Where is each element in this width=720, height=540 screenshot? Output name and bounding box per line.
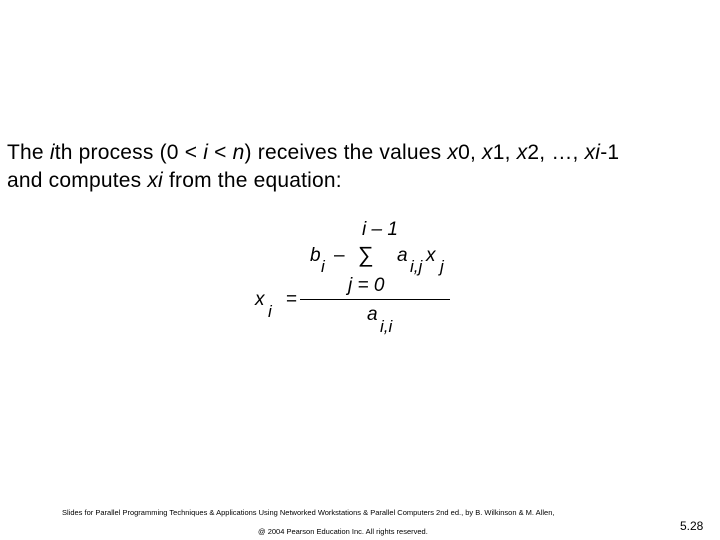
line2-run: xi <box>147 169 163 192</box>
footer-credit: Slides for Parallel Programming Techniques & Applications Using Networked Workstations & Parallel Computers 2nd ed., by B. Wilkinson & M. Allen, <box>62 508 555 517</box>
line1-run: ) receives the values <box>244 141 448 164</box>
sum-upper-limit: i – 1 <box>362 219 398 240</box>
line1-run: i <box>203 141 209 164</box>
sigma-symbol: ∑ <box>358 242 374 267</box>
denominator-a-subscript: i,i <box>380 317 393 336</box>
line1-run: th process (0 < <box>54 141 204 164</box>
line1-run: n <box>232 141 245 164</box>
line1-run: x <box>447 141 459 164</box>
numerator-x-subscript: j <box>440 257 444 276</box>
page-number: 5.28 <box>680 519 704 533</box>
numerator-b-subscript: i <box>321 257 325 276</box>
numerator-a: a <box>397 245 408 266</box>
line1-run: < <box>208 141 233 164</box>
line1-run: 1, <box>492 141 517 164</box>
footer-copyright: @ 2004 Pearson Education Inc. All rights reserved. <box>258 527 428 536</box>
equals-sign: = <box>286 289 298 310</box>
line2-run: from the equation: <box>162 169 342 192</box>
line1-run: -1 <box>600 141 620 164</box>
lhs-x-subscript: i <box>268 302 272 321</box>
line1-run: x <box>482 141 493 164</box>
denominator-a: a <box>367 304 378 325</box>
numerator-minus: – <box>334 245 345 266</box>
body-text <box>7 139 712 195</box>
line1-run: i <box>49 141 55 164</box>
numerator-a-subscript: i,j <box>410 257 423 276</box>
line1-run: x <box>516 141 528 164</box>
numerator-x: x <box>426 245 436 266</box>
sum-lower-limit: j = 0 <box>348 275 385 296</box>
line2-run: and computes <box>7 169 148 192</box>
equation <box>250 215 460 345</box>
line1-run: 2, …, <box>527 141 585 164</box>
body-line-2 <box>7 167 712 195</box>
body-line-1 <box>7 139 712 167</box>
fraction-bar <box>300 299 450 300</box>
numerator-b: b <box>310 245 321 266</box>
lhs-x: x <box>255 289 265 310</box>
line1-run: xi <box>584 141 601 164</box>
line1-run: The <box>7 141 50 164</box>
line1-run: 0, <box>458 141 483 164</box>
